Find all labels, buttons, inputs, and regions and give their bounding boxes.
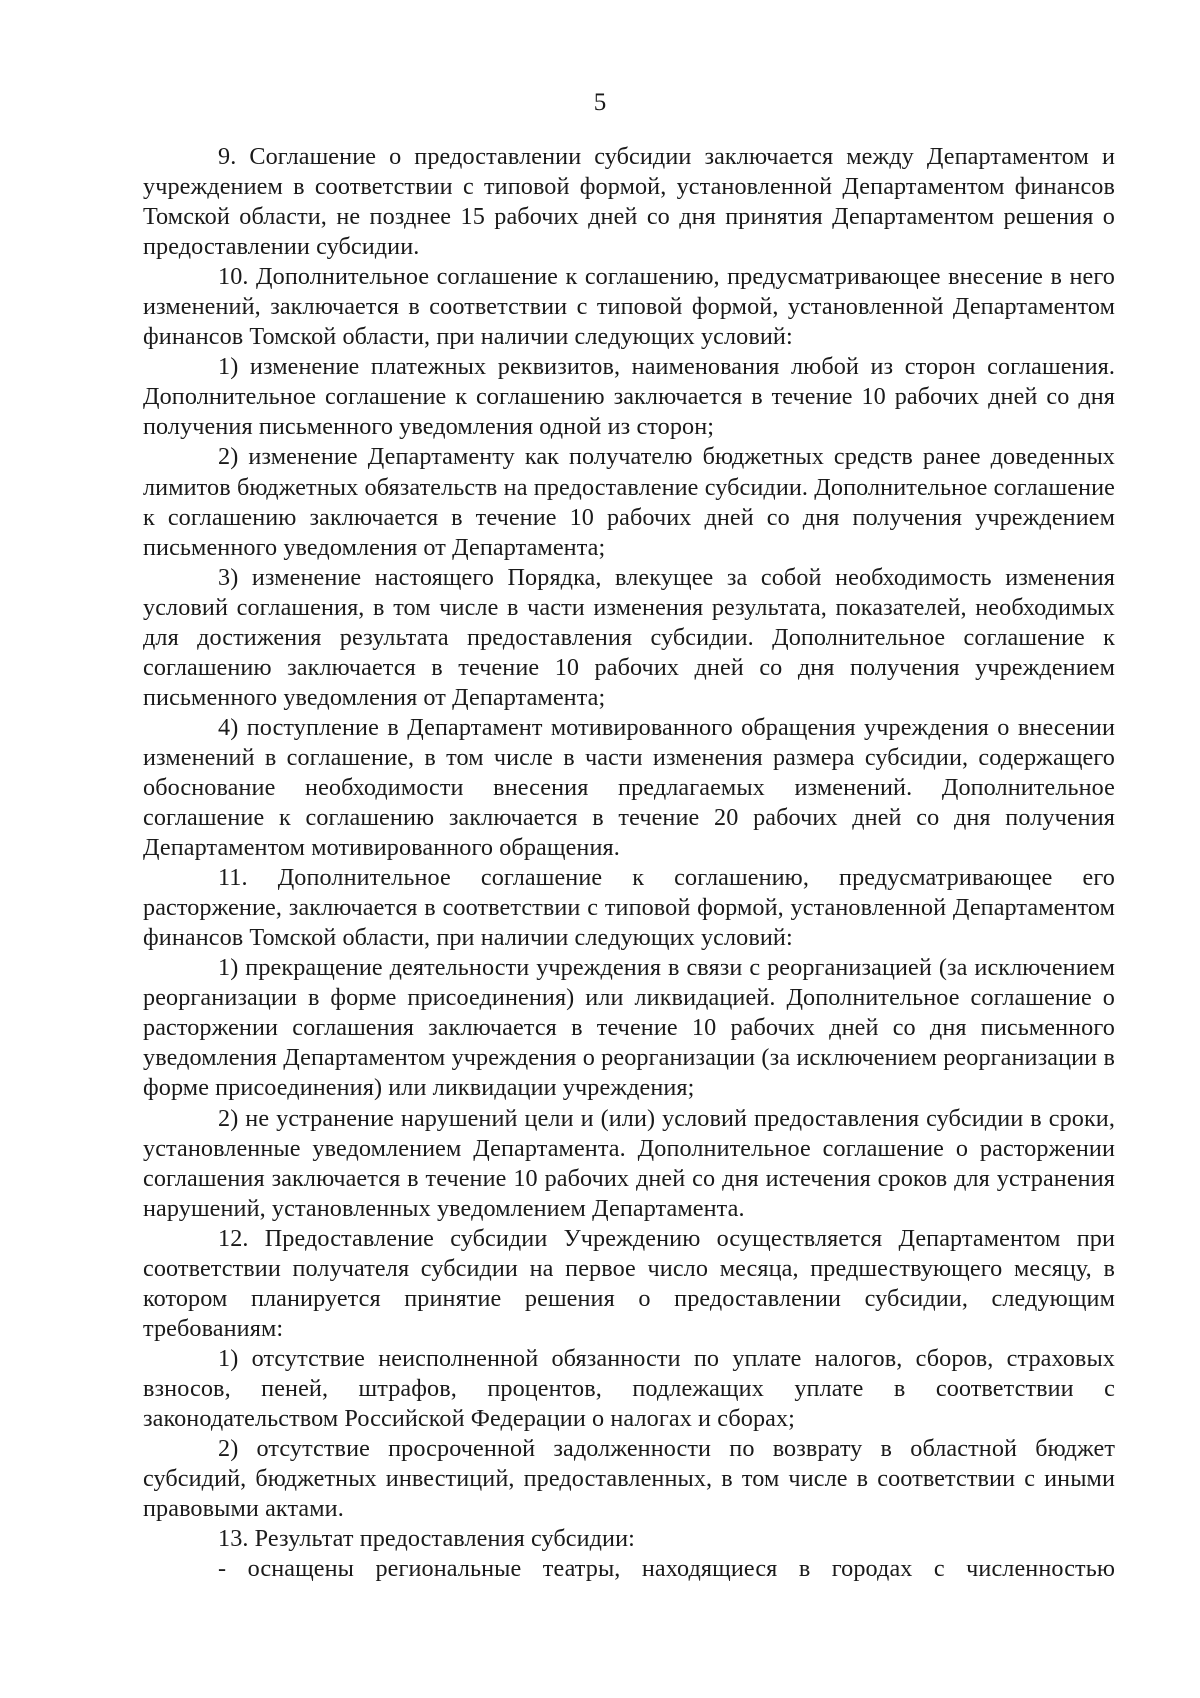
- paragraph-13: 13. Результат предоставления субсидии:: [218, 1525, 635, 1553]
- paragraph-9: 9. Соглашение о предоставлении субсидии заключается между Департаментом и учреждением в соответствии с типовой формой, установленной Департаментом финансов Томской области, не позднее 15 рабочих дней со дня принятия Департаментом решения о предоставлении субсидии.: [143, 143, 1115, 261]
- page-number: 5: [593, 89, 607, 116]
- paragraph-10-item-2: 2) изменение Департаменту как получателю бюджетных средств ранее доведенных лимитов бюджетных обязательств на предоставление субсидии. Дополнительное соглашение к соглашению заключается в течение 10 рабочих дней со дня получения учреждением письменного уведомления от Департамента;: [143, 443, 1115, 561]
- document-body: [143, 142, 1115, 1584]
- paragraph-12-item-2: 2) отсутствие просроченной задолженности по возврату в областной бюджет субсидий, бюджетных инвестиций, предоставленных, в том числе в соответствии с иными правовыми актами.: [143, 1435, 1115, 1523]
- paragraph-13-item-1: - оснащены региональные театры, находящиеся в городах с численностью: [218, 1555, 1115, 1583]
- paragraph-11-item-2: 2) не устранение нарушений цели и (или) условий предоставления субсидии в сроки, установленные уведомлением Департамента. Дополнительное соглашение о расторжении соглашения заключается в течение 10 рабочих дней со дня истечения сроков для устранения нарушений, установленных уведомлением Департамента.: [143, 1104, 1115, 1222]
- paragraph-11-item-1: 1) прекращение деятельности учреждения в связи с реорганизацией (за исключением реорганизации в форме присоединения) или ликвидацией. Дополнительное соглашение о расторжении соглашения заключается в течение 10 рабочих дней со дня письменного уведомления Департаментом учреждения о реорганизации (за исключением реорганизации в форме присоединения) или ликвидации учреждения;: [143, 954, 1115, 1102]
- paragraph-10-item-1: 1) изменение платежных реквизитов, наименования любой из сторон соглашения. Дополнительное соглашение к соглашению заключается в течение 10 рабочих дней со дня получения письменного уведомления одной из сторон;: [143, 353, 1115, 441]
- paragraph-12: 12. Предоставление субсидии Учреждению осуществляется Департаментом при соответствии получателя субсидии на первое число месяца, предшествующего месяцу, в котором планируется принятие решения о предоставлении субсидии, следующим требованиям:: [143, 1224, 1115, 1342]
- paragraph-10-item-3: 3) изменение настоящего Порядка, влекущее за собой необходимость изменения условий соглашения, в том числе в части изменения результата, показателей, необходимых для достижения результата предоставления субсидии. Дополнительное соглашение к соглашению заключается в течение 10 рабочих дней со дня получения учреждением письменного уведомления от Департамента;: [143, 563, 1115, 711]
- paragraph-10-item-4: 4) поступление в Департамент мотивированного обращения учреждения о внесении изменений в соглашение, в том числе в части изменения размера субсидии, содержащего обоснование необходимости внесения предлагаемых изменений. Дополнительное соглашение к соглашению заключается в течение 20 рабочих дней со дня получения Департаментом мотивированного обращения.: [143, 713, 1115, 862]
- paragraph-12-item-1: 1) отсутствие неисполненной обязанности по уплате налогов, сборов, страховых взносов, пеней, штрафов, процентов, подлежащих уплате в соответствии с законодательством Российской Федерации о налогах и сборах;: [143, 1344, 1115, 1432]
- paragraph-10: 10. Дополнительное соглашение к соглашению, предусматривающее внесение в него изменений, заключается в соответствии с типовой формой, установленной Департаментом финансов Томской области, при наличии следующих условий:: [143, 263, 1115, 351]
- paragraph-11: 11. Дополнительное соглашение к соглашению, предусматривающее его расторжение, заключается в соответствии с типовой формой, установленной Департаментом финансов Томской области, при наличии следующих условий:: [143, 864, 1115, 952]
